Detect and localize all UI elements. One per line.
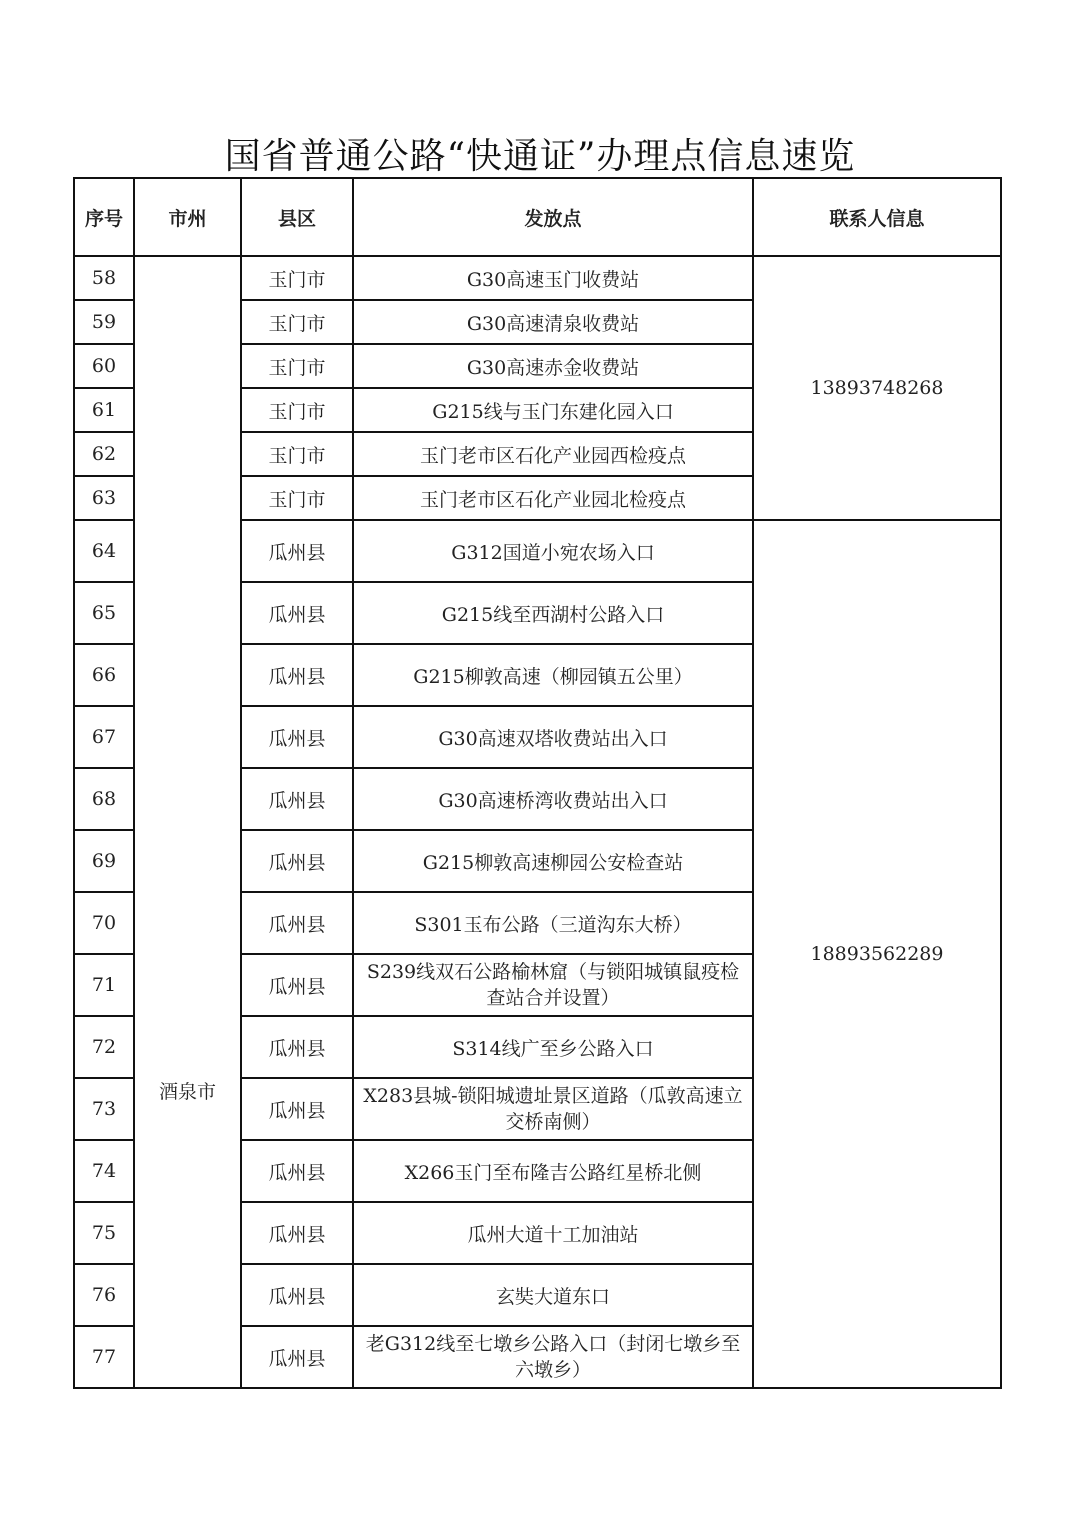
contact-cell: 13893748268 bbox=[753, 256, 1001, 520]
site-cell: 玉门老市区石化产业园北检疫点 bbox=[353, 476, 753, 520]
site-cell: G30高速玉门收费站 bbox=[353, 256, 753, 300]
site-cell: 玄奘大道东口 bbox=[353, 1264, 753, 1326]
county-cell: 玉门市 bbox=[241, 476, 353, 520]
county-cell: 玉门市 bbox=[241, 432, 353, 476]
county-cell: 瓜州县 bbox=[241, 892, 353, 954]
site-cell: 瓜州大道十工加油站 bbox=[353, 1202, 753, 1264]
seq-cell: 74 bbox=[74, 1140, 134, 1202]
county-cell: 瓜州县 bbox=[241, 768, 353, 830]
site-cell: G215柳敦高速柳园公安检查站 bbox=[353, 830, 753, 892]
seq-cell: 71 bbox=[74, 954, 134, 1016]
seq-cell: 64 bbox=[74, 520, 134, 582]
county-cell: 瓜州县 bbox=[241, 1140, 353, 1202]
county-cell: 玉门市 bbox=[241, 300, 353, 344]
county-cell: 瓜州县 bbox=[241, 830, 353, 892]
county-cell: 瓜州县 bbox=[241, 1202, 353, 1264]
header-contact: 联系人信息 bbox=[753, 178, 1001, 256]
site-cell: G30高速清泉收费站 bbox=[353, 300, 753, 344]
header-site: 发放点 bbox=[353, 178, 753, 256]
county-cell: 玉门市 bbox=[241, 344, 353, 388]
seq-cell: 73 bbox=[74, 1078, 134, 1140]
site-cell: S314线广至乡公路入口 bbox=[353, 1016, 753, 1078]
seq-cell: 70 bbox=[74, 892, 134, 954]
seq-cell: 75 bbox=[74, 1202, 134, 1264]
site-cell: G30高速赤金收费站 bbox=[353, 344, 753, 388]
county-cell: 瓜州县 bbox=[241, 1264, 353, 1326]
county-cell: 瓜州县 bbox=[241, 1326, 353, 1388]
county-cell: 玉门市 bbox=[241, 256, 353, 300]
site-cell: G215线与玉门东建化园入口 bbox=[353, 388, 753, 432]
county-cell: 瓜州县 bbox=[241, 1016, 353, 1078]
county-cell: 瓜州县 bbox=[241, 582, 353, 644]
seq-cell: 69 bbox=[74, 830, 134, 892]
page-title: 国省普通公路“快通证”办理点信息速览 bbox=[224, 136, 856, 177]
seq-cell: 58 bbox=[74, 256, 134, 300]
seq-cell: 77 bbox=[74, 1326, 134, 1388]
seq-cell: 68 bbox=[74, 768, 134, 830]
site-cell: S239线双石公路榆林窟（与锁阳城镇鼠疫检查站合并设置） bbox=[353, 954, 753, 1016]
seq-cell: 63 bbox=[74, 476, 134, 520]
seq-cell: 61 bbox=[74, 388, 134, 432]
header-city: 市州 bbox=[134, 178, 241, 256]
table-header-row bbox=[74, 178, 1001, 256]
site-cell: G215线至西湖村公路入口 bbox=[353, 582, 753, 644]
site-cell: G215柳敦高速（柳园镇五公里） bbox=[353, 644, 753, 706]
county-cell: 瓜州县 bbox=[241, 1078, 353, 1140]
seq-cell: 72 bbox=[74, 1016, 134, 1078]
site-cell: G30高速桥湾收费站出入口 bbox=[353, 768, 753, 830]
county-cell: 玉门市 bbox=[241, 388, 353, 432]
county-cell: 瓜州县 bbox=[241, 644, 353, 706]
site-cell: 老G312线至七墩乡公路入口（封闭七墩乡至六墩乡） bbox=[353, 1326, 753, 1388]
seq-cell: 59 bbox=[74, 300, 134, 344]
table-row bbox=[74, 256, 1001, 300]
header-county: 县区 bbox=[241, 178, 353, 256]
site-cell: X266玉门至布隆吉公路红星桥北侧 bbox=[353, 1140, 753, 1202]
table-body bbox=[74, 256, 1001, 1388]
site-cell: X283县城-锁阳城遗址景区道路（瓜敦高速立交桥南侧） bbox=[353, 1078, 753, 1140]
header-seq: 序号 bbox=[74, 178, 134, 256]
seq-cell: 66 bbox=[74, 644, 134, 706]
site-cell: G312国道小宛农场入口 bbox=[353, 520, 753, 582]
contact-cell: 18893562289 bbox=[753, 520, 1001, 1388]
seq-cell: 76 bbox=[74, 1264, 134, 1326]
county-cell: 瓜州县 bbox=[241, 520, 353, 582]
site-cell: G30高速双塔收费站出入口 bbox=[353, 706, 753, 768]
seq-cell: 60 bbox=[74, 344, 134, 388]
seq-cell: 65 bbox=[74, 582, 134, 644]
site-cell: S301玉布公路（三道沟东大桥） bbox=[353, 892, 753, 954]
city-cell bbox=[134, 256, 241, 1388]
sites-table bbox=[73, 177, 1002, 1389]
seq-cell: 62 bbox=[74, 432, 134, 476]
county-cell: 瓜州县 bbox=[241, 954, 353, 1016]
city-label: 酒泉市 bbox=[158, 1080, 216, 1103]
site-cell: 玉门老市区石化产业园西检疫点 bbox=[353, 432, 753, 476]
seq-cell: 67 bbox=[74, 706, 134, 768]
county-cell: 瓜州县 bbox=[241, 706, 353, 768]
